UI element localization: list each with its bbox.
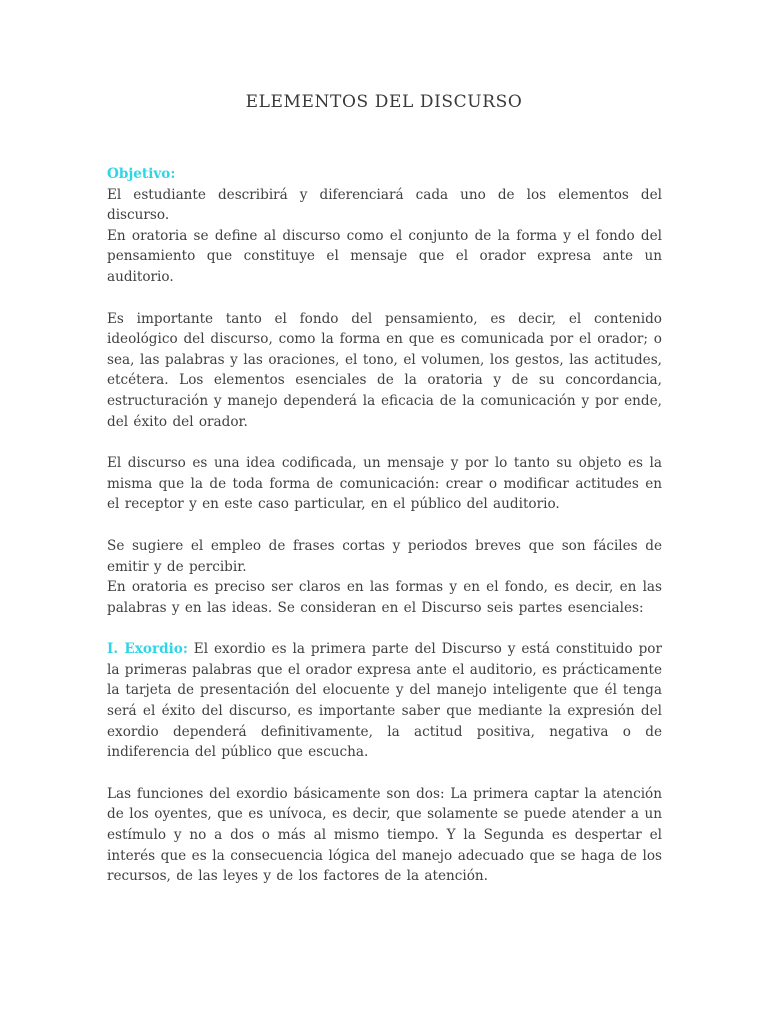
section-sugerencias: [107, 536, 662, 618]
document-body: [107, 164, 662, 887]
section-heading-exordio: I. Exordio:: [107, 641, 188, 658]
paragraph: Se sugiere el empleo de frases cortas y periodos breves que son fáciles de emitir y de percibir.: [107, 537, 662, 575]
paragraph: En oratoria es preciso ser claros en las formas y en el fondo, es decir, en las palabras y en las ideas. Se consideran en el Discurso seis partes esenciales:: [107, 579, 662, 616]
section-exordio: [107, 639, 662, 763]
section-objetivo: [107, 164, 662, 288]
document-title: ELEMENTOS DEL DISCURSO: [245, 92, 523, 112]
section-funciones-exordio: [107, 784, 662, 887]
paragraph: El discurso es una idea codificada, un mensaje y por lo tanto su objeto es la misma que la de toda forma de comunicación: crear o modificar actitudes en el receptor y en este caso particular, en el público del auditorio.: [107, 455, 662, 513]
paragraph: Las funciones del exordio básicamente son dos: La primera captar la atención de los oyentes, que es unívoca, es decir, que solamente se puede atender a un estímulo y no a dos o más al mismo tiempo. Y la Segunda es despertar el interés que es la consecuencia lógica del manejo adecuado que se haga de los recursos, de las leyes y de los factores de la atención.: [107, 785, 662, 885]
paragraph: Es importante tanto el fondo del pensamiento, es decir, el contenido ideológico del discurso, como la forma en que es comunicada por el orador; o sea, las palabras y las oraciones, el tono, el volumen, los gestos, las actitudes, etcétera. Los elementos esenciales de la oratoria y de su concordancia, estructuración y manejo dependerá la eficacia de la comunicación y por ende, del éxito del orador.: [107, 310, 662, 430]
section-importancia: [107, 309, 662, 433]
paragraph: [107, 639, 662, 763]
section-heading-objetivo: Objetivo:: [107, 166, 176, 182]
section-discurso-idea: [107, 453, 662, 515]
paragraph-text: El exordio es la primera parte del Discurso y está constituido por la primeras palabras que el orador expresa ante el auditorio, es prácticamente la tarjeta de presentación del elocuente y del manejo inteligente que él tenga será el éxito del discurso, es importante saber que mediante la expresión del exordio dependerá definitivamente, la actitud positiva, negativa o de indiferencia del público que escucha.: [107, 641, 663, 761]
paragraph: El estudiante describirá y diferenciará cada uno de los elementos del discurso.: [107, 186, 662, 224]
paragraph: En oratoria se define al discurso como el conjunto de la forma y el fondo del pensamiento que constituye el mensaje que el orador expresa ante un auditorio.: [107, 227, 662, 285]
